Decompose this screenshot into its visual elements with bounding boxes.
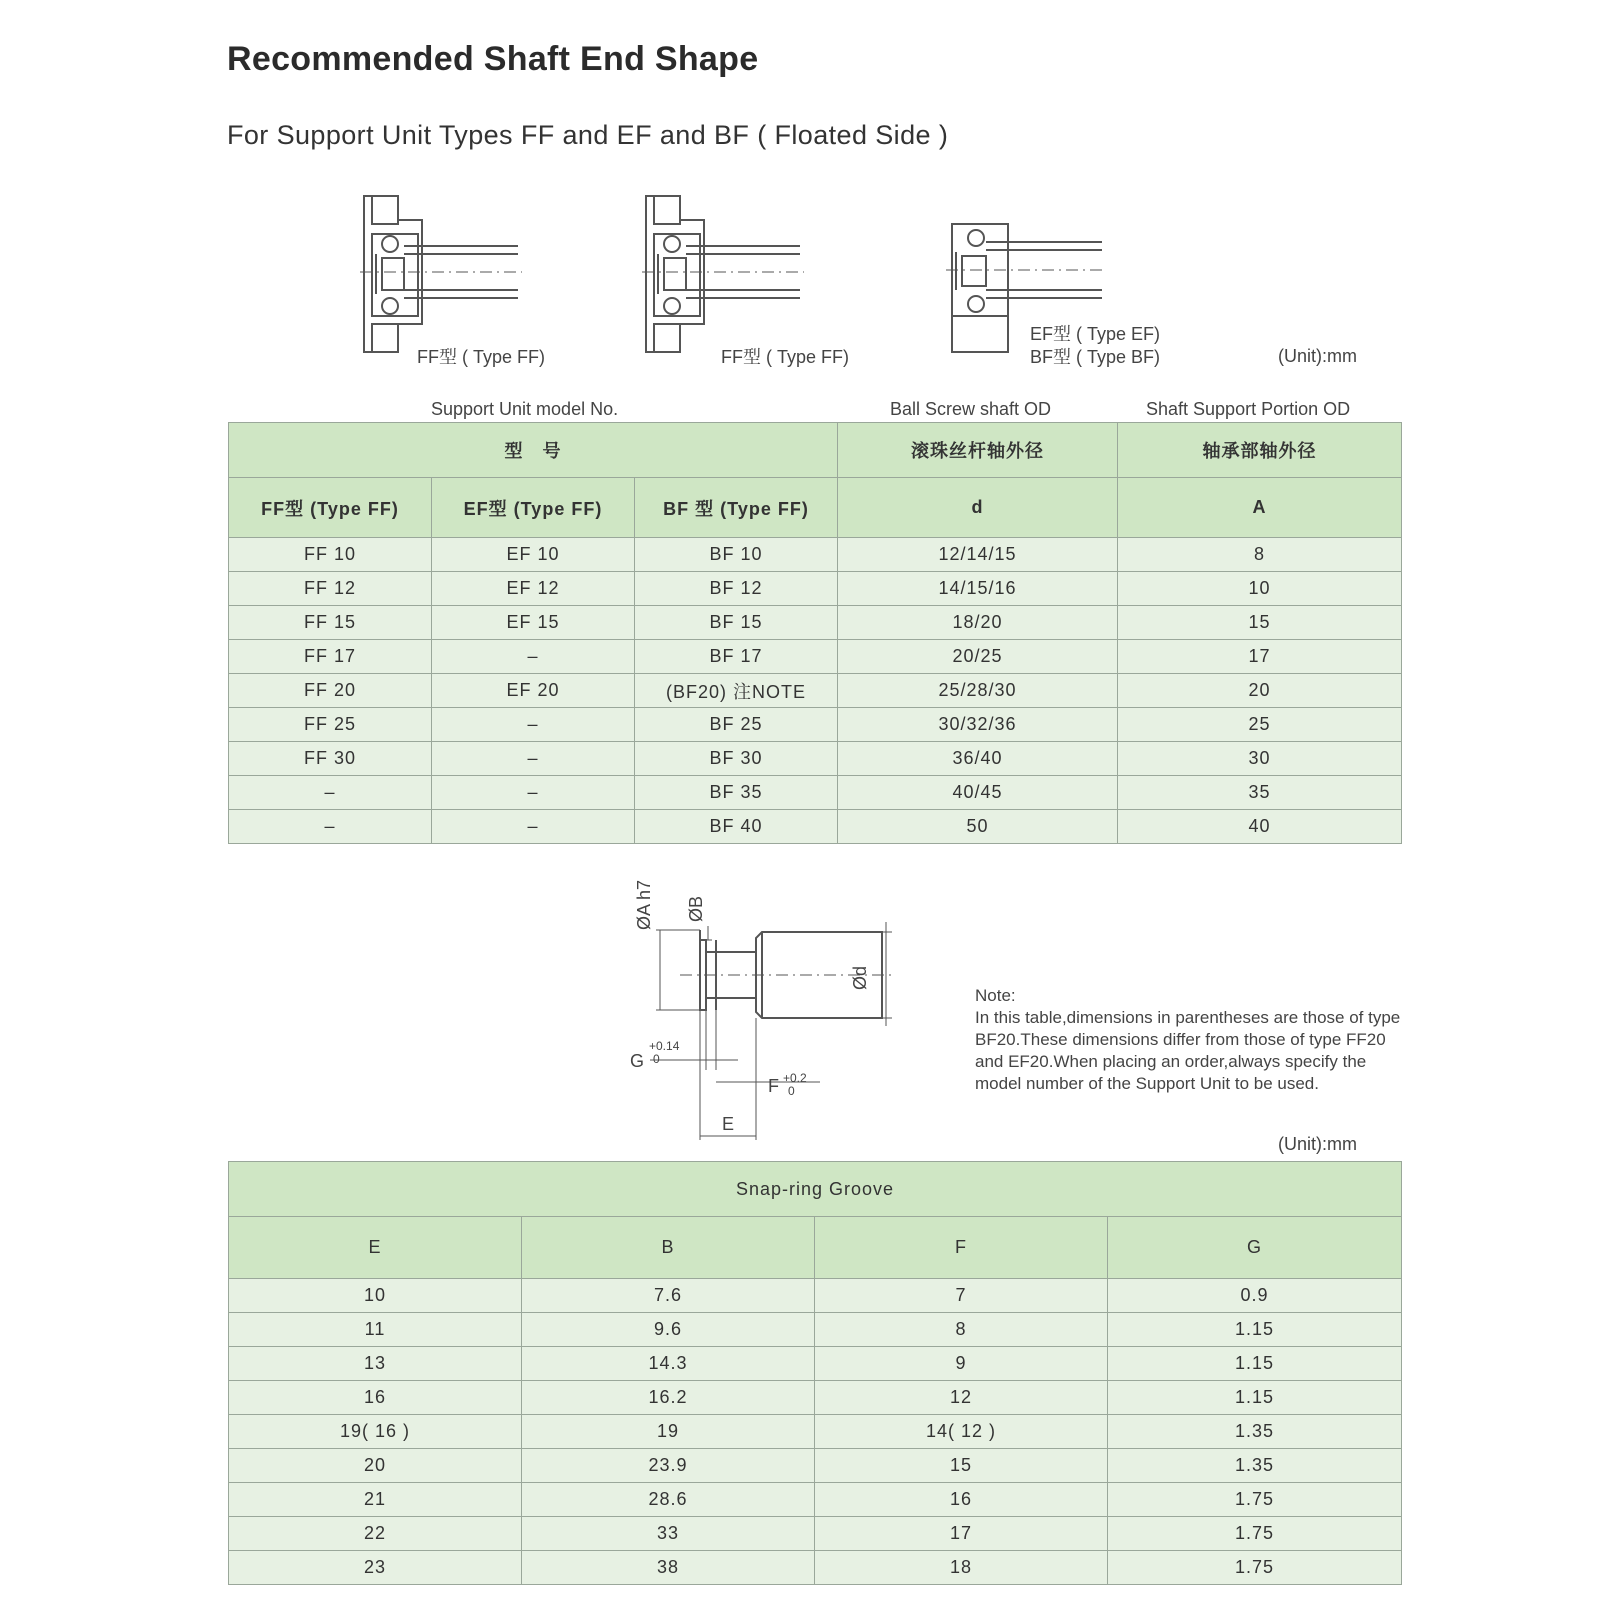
table-cell: EF 12 xyxy=(432,572,635,606)
note-heading: Note: xyxy=(975,986,1016,1005)
label-a-h7: ØA h7 xyxy=(634,879,654,930)
table-row xyxy=(229,606,1402,640)
page-subtitle: For Support Unit Types FF and EF and BF ( Floated Side ) xyxy=(227,120,949,150)
table-row xyxy=(229,742,1402,776)
table-cell: BF 17 xyxy=(635,640,838,674)
table-cell: 17 xyxy=(815,1517,1108,1551)
table-cell: FF 10 xyxy=(229,538,432,572)
table-cell: BF 12 xyxy=(635,572,838,606)
table-row xyxy=(229,810,1402,844)
table-cell: 18/20 xyxy=(838,606,1118,640)
table-cell: 1.75 xyxy=(1108,1483,1402,1517)
table-row xyxy=(229,1313,1402,1347)
label-g-tol-lower: 0 xyxy=(653,1052,660,1066)
table-cell: BF 35 xyxy=(635,776,838,810)
table-row xyxy=(229,1279,1402,1313)
diagram-caption-ff-1: FF型 ( Type FF) xyxy=(417,347,545,367)
table-cell: (BF20) 注NOTE xyxy=(635,674,838,708)
table-cell: 14/15/16 xyxy=(838,572,1118,606)
ff-unit-drawing-1 xyxy=(360,196,522,352)
table-row xyxy=(229,572,1402,606)
support-unit-table xyxy=(228,422,1402,844)
table-row xyxy=(229,1347,1402,1381)
table-cell: 12 xyxy=(815,1381,1108,1415)
table-row xyxy=(229,674,1402,708)
table-cell: 21 xyxy=(229,1483,522,1517)
table-cell: 14.3 xyxy=(522,1347,815,1381)
label-f-tol-lower: 0 xyxy=(788,1084,795,1098)
header-model: 型 号 xyxy=(229,423,838,478)
caption-model-no: Support Unit model No. xyxy=(431,399,619,419)
table-cell: FF 15 xyxy=(229,606,432,640)
table-cell: 1.15 xyxy=(1108,1313,1402,1347)
table-cell: 33 xyxy=(522,1517,815,1551)
table-cell: 1.75 xyxy=(1108,1517,1402,1551)
table-cell: FF 25 xyxy=(229,708,432,742)
table-cell: 9.6 xyxy=(522,1313,815,1347)
header-row xyxy=(229,478,1402,538)
table-cell: 1.15 xyxy=(1108,1381,1402,1415)
table-cell: FF 20 xyxy=(229,674,432,708)
table-cell: 11 xyxy=(229,1313,522,1347)
unit-label-2: (Unit):mm xyxy=(1278,1134,1357,1154)
table-cell: 23 xyxy=(229,1551,522,1585)
table-cell: FF 12 xyxy=(229,572,432,606)
table-cell: FF 17 xyxy=(229,640,432,674)
table-row xyxy=(229,1449,1402,1483)
table-cell: 16 xyxy=(815,1483,1108,1517)
table-cell: 1.75 xyxy=(1108,1551,1402,1585)
table-cell: 17 xyxy=(1118,640,1402,674)
header-support-od: 轴承部轴外径 xyxy=(1118,423,1402,478)
caption-support-od: Shaft Support Portion OD xyxy=(1146,399,1351,419)
table-cell: BF 15 xyxy=(635,606,838,640)
header-row xyxy=(229,1217,1402,1279)
table-cell: 20 xyxy=(1118,674,1402,708)
table-cell: EF 20 xyxy=(432,674,635,708)
table-cell: 15 xyxy=(815,1449,1108,1483)
table-cell: 8 xyxy=(815,1313,1108,1347)
label-b: ØB xyxy=(686,895,706,922)
table-cell: 7.6 xyxy=(522,1279,815,1313)
table-cell: – xyxy=(432,742,635,776)
label-g-tol-upper: +0.14 xyxy=(649,1039,680,1053)
table-cell: 7 xyxy=(815,1279,1108,1313)
header-cell: B xyxy=(522,1217,815,1279)
label-f-tol-upper: +0.2 xyxy=(783,1071,807,1085)
table-cell: EF 10 xyxy=(432,538,635,572)
note-text: In this table,dimensions in parentheses are those of type BF20.These dimensions differ from those of type FF20 and EF20.When placing an order,always specify the model number of the Support Unit to be used. xyxy=(975,1008,1401,1093)
header-cell: BF 型 (Type FF) xyxy=(635,478,838,538)
header-cell: d xyxy=(838,478,1118,538)
table-cell: – xyxy=(432,810,635,844)
table-cell: 30/32/36 xyxy=(838,708,1118,742)
table-cell: – xyxy=(432,776,635,810)
table-cell: – xyxy=(229,810,432,844)
table-cell: 36/40 xyxy=(838,742,1118,776)
ff-unit-drawing-2 xyxy=(642,196,804,352)
table-row xyxy=(229,1483,1402,1517)
table-cell: BF 40 xyxy=(635,810,838,844)
header-row xyxy=(229,423,1402,478)
label-e: E xyxy=(722,1114,735,1134)
table-row xyxy=(229,1415,1402,1449)
table-cell: BF 10 xyxy=(635,538,838,572)
header-row xyxy=(229,1162,1402,1217)
header-cell: EF型 (Type FF) xyxy=(432,478,635,538)
shaft-end-drawing xyxy=(620,860,920,1150)
table-cell: 23.9 xyxy=(522,1449,815,1483)
table-cell: 10 xyxy=(1118,572,1402,606)
table-cell: – xyxy=(229,776,432,810)
header-shaft-od: 滚珠丝杆轴外径 xyxy=(838,423,1118,478)
header-cell: E xyxy=(229,1217,522,1279)
table-cell: 12/14/15 xyxy=(838,538,1118,572)
note-block xyxy=(975,985,1405,1095)
table-cell: 0.9 xyxy=(1108,1279,1402,1313)
table-cell: BF 30 xyxy=(635,742,838,776)
table-cell: 16.2 xyxy=(522,1381,815,1415)
table-cell: 19( 16 ) xyxy=(229,1415,522,1449)
table-cell: 20/25 xyxy=(838,640,1118,674)
table-cell: 40/45 xyxy=(838,776,1118,810)
page-title: Recommended Shaft End Shape xyxy=(227,40,759,78)
diagram-caption-ef: EF型 ( Type EF) xyxy=(1030,324,1161,344)
header-cell: F xyxy=(815,1217,1108,1279)
table-cell: 13 xyxy=(229,1347,522,1381)
table-cell: 50 xyxy=(838,810,1118,844)
table-cell: 10 xyxy=(229,1279,522,1313)
snap-ring-groove-table xyxy=(228,1161,1402,1585)
caption-shaft-od: Ball Screw shaft OD xyxy=(890,399,1052,419)
table-cell: – xyxy=(432,640,635,674)
label-g: G xyxy=(630,1051,645,1071)
table-cell: 15 xyxy=(1118,606,1402,640)
label-d: Ød xyxy=(850,965,870,990)
table-row xyxy=(229,640,1402,674)
table-cell: 8 xyxy=(1118,538,1402,572)
table-row xyxy=(229,708,1402,742)
table-cell: 40 xyxy=(1118,810,1402,844)
table-cell: 25/28/30 xyxy=(838,674,1118,708)
table-cell: FF 30 xyxy=(229,742,432,776)
table-cell: – xyxy=(432,708,635,742)
header-cell: G xyxy=(1108,1217,1402,1279)
diagram-caption-ff-2: FF型 ( Type FF) xyxy=(721,347,849,367)
table-row xyxy=(229,776,1402,810)
table-cell: 1.35 xyxy=(1108,1415,1402,1449)
table-row xyxy=(229,538,1402,572)
diagram-caption-bf: BF型 ( Type BF) xyxy=(1030,347,1161,367)
table-cell: 22 xyxy=(229,1517,522,1551)
table-cell: 30 xyxy=(1118,742,1402,776)
header-cell: FF型 (Type FF) xyxy=(229,478,432,538)
table-cell: 1.15 xyxy=(1108,1347,1402,1381)
table-cell: 16 xyxy=(229,1381,522,1415)
table-row xyxy=(229,1517,1402,1551)
table-cell: 28.6 xyxy=(522,1483,815,1517)
table-cell: 38 xyxy=(522,1551,815,1585)
table-title: Snap-ring Groove xyxy=(229,1162,1402,1217)
label-f: F xyxy=(768,1076,779,1096)
unit-label-1: (Unit):mm xyxy=(1278,346,1357,366)
table-cell: 19 xyxy=(522,1415,815,1449)
table-cell: BF 25 xyxy=(635,708,838,742)
table-row xyxy=(229,1551,1402,1585)
table-cell: 14( 12 ) xyxy=(815,1415,1108,1449)
table-cell: 18 xyxy=(815,1551,1108,1585)
table-cell: 20 xyxy=(229,1449,522,1483)
table-cell: 1.35 xyxy=(1108,1449,1402,1483)
header-cell: A xyxy=(1118,478,1402,538)
table-cell: 25 xyxy=(1118,708,1402,742)
table-cell: 9 xyxy=(815,1347,1108,1381)
table-row xyxy=(229,1381,1402,1415)
table-cell: EF 15 xyxy=(432,606,635,640)
table-cell: 35 xyxy=(1118,776,1402,810)
